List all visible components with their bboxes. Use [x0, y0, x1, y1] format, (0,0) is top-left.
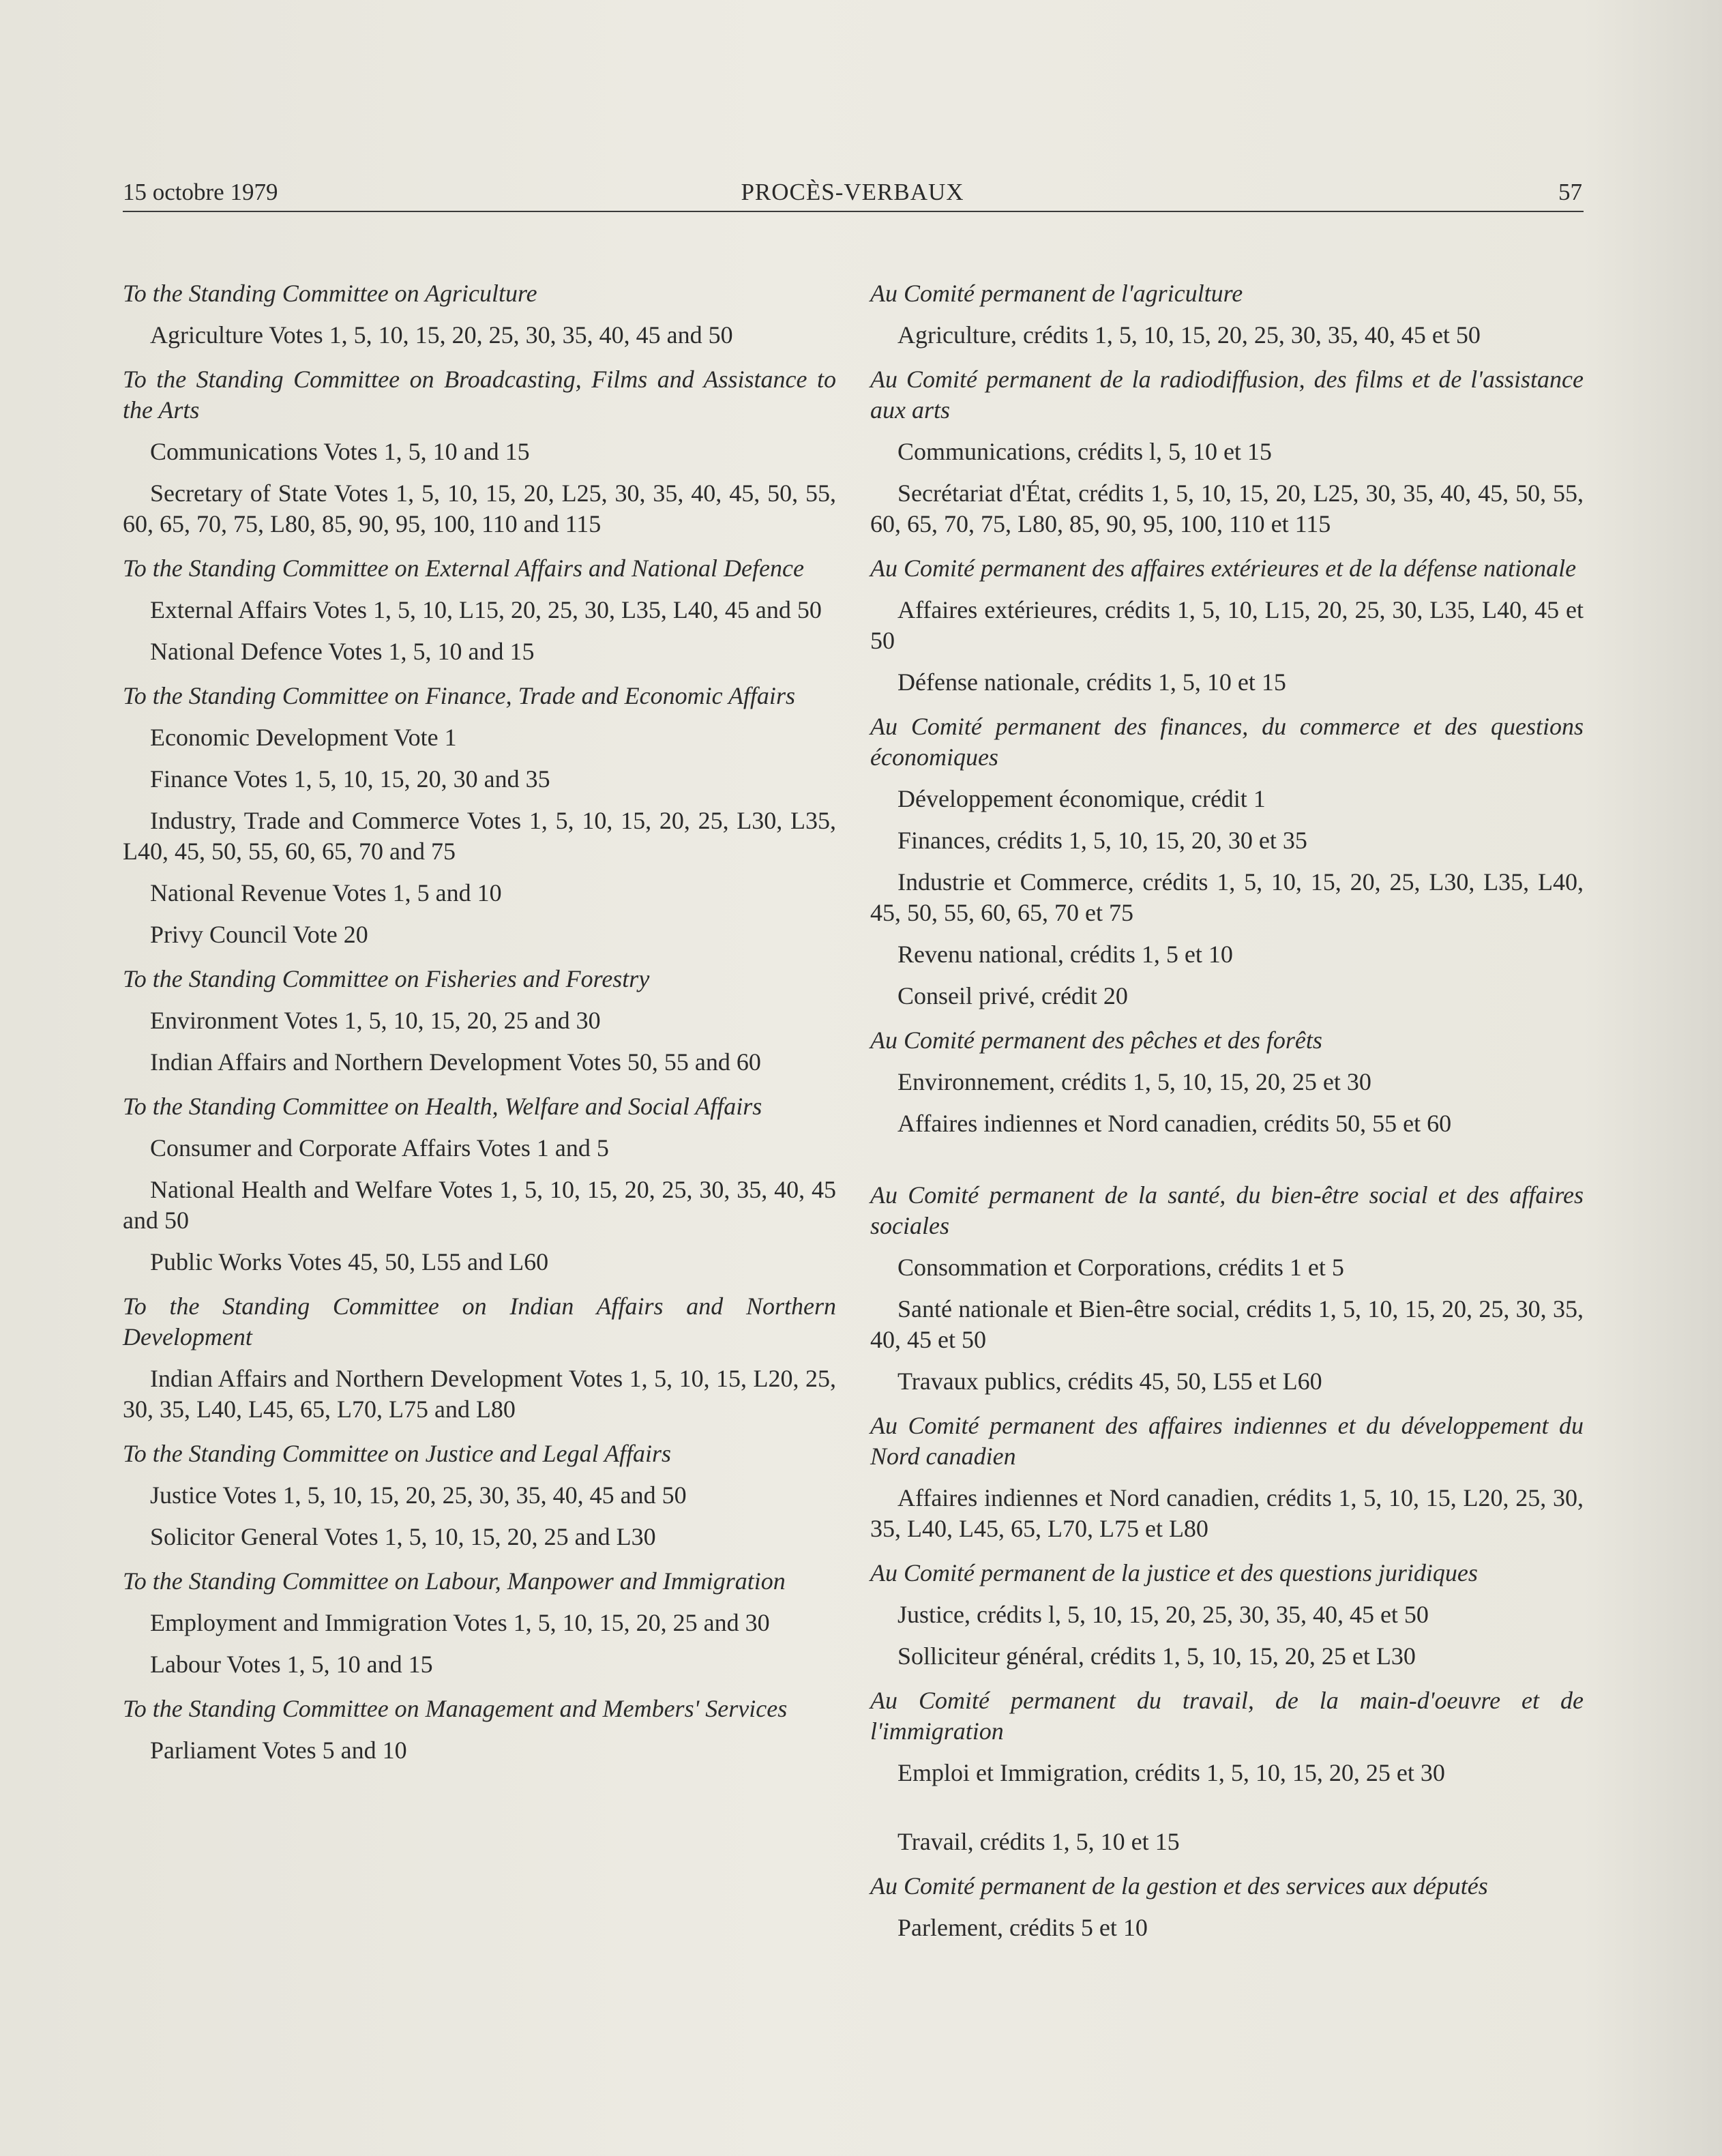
vote-item: Communications Votes 1, 5, 10 and 15 — [150, 438, 530, 465]
header-rule — [123, 211, 1584, 212]
vote-item: Finances, crédits 1, 5, 10, 15, 20, 30 et 35 — [897, 827, 1307, 854]
vote-item: Défense nationale, crédits 1, 5, 10 et 15 — [897, 668, 1286, 696]
committee-heading: To the Standing Committee on Finance, Trade and Economic Affairs — [123, 682, 795, 709]
french-column — [870, 278, 1584, 1957]
committee-heading: To the Standing Committee on Indian Affairs and Northern Development — [123, 1293, 836, 1350]
committee-heading: To the Standing Committee on Labour, Manpower and Immigration — [123, 1567, 786, 1595]
vote-item: Affaires indiennes et Nord canadien, crédits 50, 55 et 60 — [897, 1110, 1452, 1137]
committee-section — [123, 681, 836, 950]
vote-item: Affaires extérieures, crédits 1, 5, 10, L15, 20, 25, 30, L35, L40, 45 et 50 — [870, 596, 1584, 654]
vote-item: Privy Council Vote 20 — [150, 921, 368, 948]
vote-item: Agriculture, crédits 1, 5, 10, 15, 20, 25, 30, 35, 40, 45 et 50 — [897, 321, 1481, 349]
vote-item: Parlement, crédits 5 et 10 — [897, 1914, 1148, 1941]
header-title: PROCÈS-VERBAUX — [741, 179, 964, 205]
committee-heading: To the Standing Committee on Fisheries and Forestry — [123, 965, 650, 992]
vote-item: Communications, crédits l, 5, 10 et 15 — [897, 438, 1272, 465]
committee-heading: To the Standing Committee on Agriculture — [123, 280, 537, 307]
vote-item: Solicitor General Votes 1, 5, 10, 15, 20, 25 and L30 — [150, 1523, 656, 1550]
vote-item: Agriculture Votes 1, 5, 10, 15, 20, 25, 30, 35, 40, 45 and 50 — [150, 321, 733, 349]
vote-item: National Health and Welfare Votes 1, 5, 10, 15, 20, 25, 30, 35, 40, 45 and 50 — [123, 1176, 836, 1234]
committee-heading: To the Standing Committee on Justice and Legal Affairs — [123, 1440, 671, 1467]
page-number: 57 — [1558, 179, 1582, 205]
committee-heading: To the Standing Committee on Management and Members' Services — [123, 1695, 788, 1722]
vote-item: Consommation et Corporations, crédits 1 et 5 — [897, 1254, 1344, 1281]
vote-item: Solliciteur général, crédits 1, 5, 10, 15, 20, 25 et L30 — [897, 1642, 1416, 1670]
committee-section — [870, 1685, 1584, 1857]
vote-item: Finance Votes 1, 5, 10, 15, 20, 30 and 35 — [150, 765, 550, 793]
vote-item: Emploi et Immigration, crédits 1, 5, 10, 15, 20, 25 et 30 — [897, 1759, 1445, 1786]
vote-item: Industrie et Commerce, crédits 1, 5, 10, 15, 20, 25, L30, L35, L40, 45, 50, 55, 60, 65, 70 et 75 — [870, 868, 1584, 926]
committee-section — [123, 964, 836, 1078]
vote-item: Secretary of State Votes 1, 5, 10, 15, 20, L25, 30, 35, 40, 45, 50, 55, 60, 65, 70, 75, L80, 85, 90, 95, 100, 110 and 115 — [123, 479, 836, 537]
vote-item: Revenu national, crédits 1, 5 et 10 — [897, 941, 1233, 968]
committee-section — [123, 1566, 836, 1680]
vote-item: Environnement, crédits 1, 5, 10, 15, 20, 25 et 30 — [897, 1068, 1371, 1095]
vote-item: Economic Development Vote 1 — [150, 724, 457, 751]
committee-section — [870, 1871, 1584, 1943]
page-header — [123, 179, 1582, 211]
vote-item: Travaux publics, crédits 45, 50, L55 et L60 — [897, 1368, 1322, 1395]
header-date: 15 octobre 1979 — [123, 179, 278, 205]
committee-section — [870, 1180, 1584, 1397]
committee-section — [870, 1558, 1584, 1672]
vote-item: Parliament Votes 5 and 10 — [150, 1737, 407, 1764]
column-spacer — [870, 1799, 1584, 1827]
vote-item: Santé nationale et Bien-être social, crédits 1, 5, 10, 15, 20, 25, 30, 35, 40, 45 et 50 — [870, 1295, 1584, 1353]
committee-section — [870, 1411, 1584, 1544]
committee-section — [123, 1291, 836, 1425]
vote-item: External Affairs Votes 1, 5, 10, L15, 20, 25, 30, L35, L40, 45 and 50 — [150, 596, 822, 623]
committee-section — [870, 553, 1584, 698]
committee-heading: Au Comité permanent des finances, du commerce et des questions économiques — [870, 713, 1584, 771]
vote-item: National Defence Votes 1, 5, 10 and 15 — [150, 638, 535, 665]
vote-item: Consumer and Corporate Affairs Votes 1 and 5 — [150, 1134, 609, 1162]
committee-heading: Au Comité permanent de l'agriculture — [870, 280, 1243, 307]
committee-heading: To the Standing Committee on Health, Welfare and Social Affairs — [123, 1093, 762, 1120]
vote-item: Indian Affairs and Northern Development Votes 1, 5, 10, 15, L20, 25, 30, 35, L40, L45, 65, L70, L75 and L80 — [123, 1365, 836, 1423]
vote-item: Environment Votes 1, 5, 10, 15, 20, 25 and 30 — [150, 1007, 601, 1034]
committee-section — [123, 553, 836, 667]
committee-heading: Au Comité permanent de la santé, du bien-être social et des affaires sociales — [870, 1181, 1584, 1239]
committee-heading: Au Comité permanent des pêches et des forêts — [870, 1027, 1322, 1054]
committee-section — [123, 1694, 836, 1766]
committee-heading: To the Standing Committee on External Affairs and National Defence — [123, 555, 804, 582]
committee-section — [870, 278, 1584, 351]
committee-section — [123, 1438, 836, 1552]
vote-item: Labour Votes 1, 5, 10 and 15 — [150, 1651, 433, 1678]
committee-section — [870, 364, 1584, 540]
committee-heading: Au Comité permanent de la radiodiffusion, des films et de l'assistance aux arts — [870, 366, 1584, 424]
committee-heading: Au Comité permanent des affaires extérieures et de la défense nationale — [870, 555, 1577, 582]
vote-item: Justice Votes 1, 5, 10, 15, 20, 25, 30, 35, 40, 45 and 50 — [150, 1481, 687, 1509]
vote-item: Conseil privé, crédit 20 — [897, 982, 1128, 1009]
english-column — [123, 278, 836, 1780]
vote-item: Indian Affairs and Northern Development Votes 50, 55 and 60 — [150, 1048, 761, 1076]
vote-item: Travail, crédits 1, 5, 10 et 15 — [897, 1828, 1180, 1855]
committee-heading: Au Comité permanent des affaires indiennes et du développement du Nord canadien — [870, 1412, 1584, 1470]
committee-heading: Au Comité permanent de la gestion et des services aux députés — [870, 1872, 1488, 1900]
vote-item: Public Works Votes 45, 50, L55 and L60 — [150, 1248, 549, 1275]
committee-section — [870, 711, 1584, 1011]
vote-item: Développement économique, crédit 1 — [897, 785, 1266, 812]
committee-heading: To the Standing Committee on Broadcasting, Films and Assistance to the Arts — [123, 366, 836, 424]
vote-item: Industry, Trade and Commerce Votes 1, 5, 10, 15, 20, 25, L30, L35, L40, 45, 50, 55, 60, 65, 70 and 75 — [123, 807, 836, 865]
committee-section — [123, 1091, 836, 1278]
committee-heading: Au Comité permanent du travail, de la main-d'oeuvre et de l'immigration — [870, 1687, 1584, 1745]
vote-item: Affaires indiennes et Nord canadien, crédits 1, 5, 10, 15, L20, 25, 30, 35, L40, L45, 65, L70, L75 et L80 — [870, 1484, 1584, 1542]
column-spacer — [870, 1153, 1584, 1180]
vote-item: National Revenue Votes 1, 5 and 10 — [150, 879, 502, 906]
committee-section — [870, 1025, 1584, 1139]
vote-item: Employment and Immigration Votes 1, 5, 10, 15, 20, 25 and 30 — [150, 1609, 770, 1636]
committee-section — [123, 278, 836, 351]
vote-item: Secrétariat d'État, crédits 1, 5, 10, 15, 20, L25, 30, 35, 40, 45, 50, 55, 60, 65, 70, 75, L80, 85, 90, 95, 100, 110 et 115 — [870, 479, 1584, 537]
vote-item: Justice, crédits l, 5, 10, 15, 20, 25, 30, 35, 40, 45 et 50 — [897, 1601, 1429, 1628]
committee-heading: Au Comité permanent de la justice et des questions juridiques — [870, 1559, 1478, 1586]
committee-section — [123, 364, 836, 540]
